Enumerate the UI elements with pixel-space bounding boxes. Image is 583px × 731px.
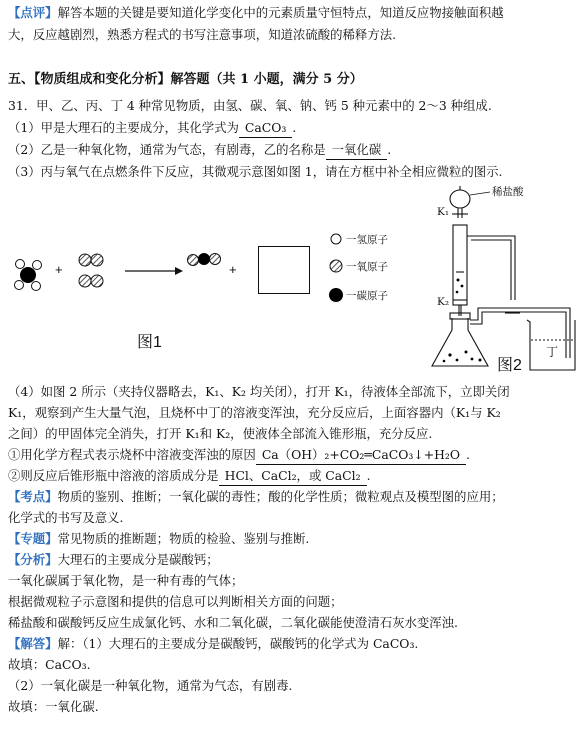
legend-oxygen-symbol [330, 260, 342, 272]
figure-2-label: 图2 [497, 357, 522, 374]
molecule-reactant-1 [15, 260, 42, 291]
figure-1-label: 图1 [137, 334, 162, 351]
q2-end: . [387, 142, 392, 157]
fenxi-line-1 [8, 551, 577, 569]
molecule-reactant-2 [79, 254, 103, 287]
legend-carbon-symbol [329, 288, 343, 302]
q2-answer: 一氧化碳 [326, 141, 388, 160]
question-4-line-3: 之间）的甲固体完全消失，打开 K₁和 K₂，使液体全部流入锥形瓶，充分反应. [8, 426, 433, 441]
question-3: （3）丙与氧气在点燃条件下反应，其微观示意图如图 1，请在方框中补全相应微粒的图示. [8, 164, 503, 179]
zhuanti-tag: 【专题】 [8, 531, 58, 546]
question-4-line-1: （4）如图 2 所示（夹持仪器略去，K₁、K₂ 均关闭），打开 K₁，待液体全部流下，立即关闭 [8, 384, 510, 399]
beaker-label: 丁 [546, 345, 559, 359]
question-stem: 31．甲、乙、丙、丁 4 种常见物质，由氢、碳、氧、钠、钙 5 种元素中的 2～3 种组成. [8, 98, 492, 113]
kaodian-line-1 [8, 488, 577, 506]
q4b-end: . [366, 468, 371, 483]
acid-pointer [470, 192, 490, 195]
q1-end: . [292, 120, 297, 135]
q2-text: （2）乙是一种氧化物，通常为气态，有剧毒，乙的名称是 [8, 142, 326, 157]
acid-label: 稀盐酸 [492, 186, 524, 198]
fenxi-line-2: 一氧化碳属于氧化物，是一种有毒的气体； [8, 573, 244, 588]
q4b-text: ②则反应后锥形瓶中溶液的溶质成分是 [8, 468, 219, 483]
q4a-end: . [466, 447, 470, 462]
k2-label: K₂ [437, 296, 450, 308]
question-4-line-2: K₁，观察到产生大量气泡，且烧杯中丁的溶液变浑浊，充分反应后，上面容器内（K₁与 K₂ [8, 405, 501, 420]
jieda-tag: 【解答】 [8, 636, 58, 651]
q1-answer: CaCO₃ [239, 119, 292, 138]
legend-hydrogen: 一氢原子 [346, 234, 388, 246]
question-4a [8, 446, 577, 465]
q4a-answer: Ca（OH）₂+CO₂═CaCO₃↓+H₂O [256, 446, 466, 465]
answer-box [258, 246, 310, 294]
kaodian-line-2: 化学式的书写及意义. [8, 510, 124, 525]
fenxi-line-4: 稀盐酸和碳酸钙反应生成氯化钙、水和二氧化碳，二氧化碳能使澄清石灰水变浑浊. [8, 615, 459, 630]
question-4b [8, 467, 577, 486]
fig1-plus-1: + [55, 262, 63, 277]
k1-label: K₁ [437, 206, 450, 218]
jieda-text-1: 解：（1）大理石的主要成分是碳酸钙，碳酸钙的化学式为 CaCO₃. [57, 636, 419, 651]
kaodian-text: 物质的鉴别、推断；一氧化碳的毒性；酸的化学性质；微粒观点及模型图的应用； [57, 489, 504, 504]
jieda-line-2: 故填：CaCO₃. [8, 657, 91, 672]
zhuanti-line [8, 530, 577, 548]
molecule-product [188, 253, 221, 266]
q4b-answer: HCl、CaCl₂，或 CaCl₂ [219, 467, 367, 486]
fenxi-text-1: 大理石的主要成分是碳酸钙； [57, 552, 219, 567]
q1-text: （1）甲是大理石的主要成分，其化学式为 [8, 120, 239, 135]
fig1-plus-2: + [229, 262, 237, 277]
section-title: 五、【物质组成和变化分析】解答题（共 1 小题，满分 5 分） [8, 72, 363, 87]
fenxi-line-3: 根据微观粒子示意图和提供的信息可以判断相关方面的问题； [8, 594, 343, 609]
review-text-1: 解答本题的关键是要知道化学变化中的元素质量守恒特点，知道反应物接触面积越 [57, 5, 504, 20]
legend-hydrogen-symbol [331, 234, 341, 244]
legend-oxygen: 一氧原子 [346, 261, 388, 273]
jieda-line-3: （2）一氧化碳是一种氧化物，通常为气态，有剧毒. [8, 678, 293, 693]
kaodian-tag: 【考点】 [8, 489, 58, 504]
zhuanti-text: 常见物质的推断题；物质的检验、鉴别与推断. [57, 531, 310, 546]
jieda-line-4: 故填：一氧化碳. [8, 699, 99, 714]
reaction-arrow [125, 267, 183, 275]
review-tag: 【点评】 [8, 5, 58, 20]
legend-carbon: 一碳原子 [346, 290, 388, 302]
review-line-2: 大，反应越剧烈，熟悉方程式的书写注意事项，知道浓硫酸的稀释方法. [8, 27, 397, 42]
fenxi-tag: 【分析】 [8, 552, 58, 567]
jieda-line-1 [8, 635, 577, 653]
q4a-text: ①用化学方程式表示烧杯中溶液变浑浊的原因 [8, 447, 256, 462]
